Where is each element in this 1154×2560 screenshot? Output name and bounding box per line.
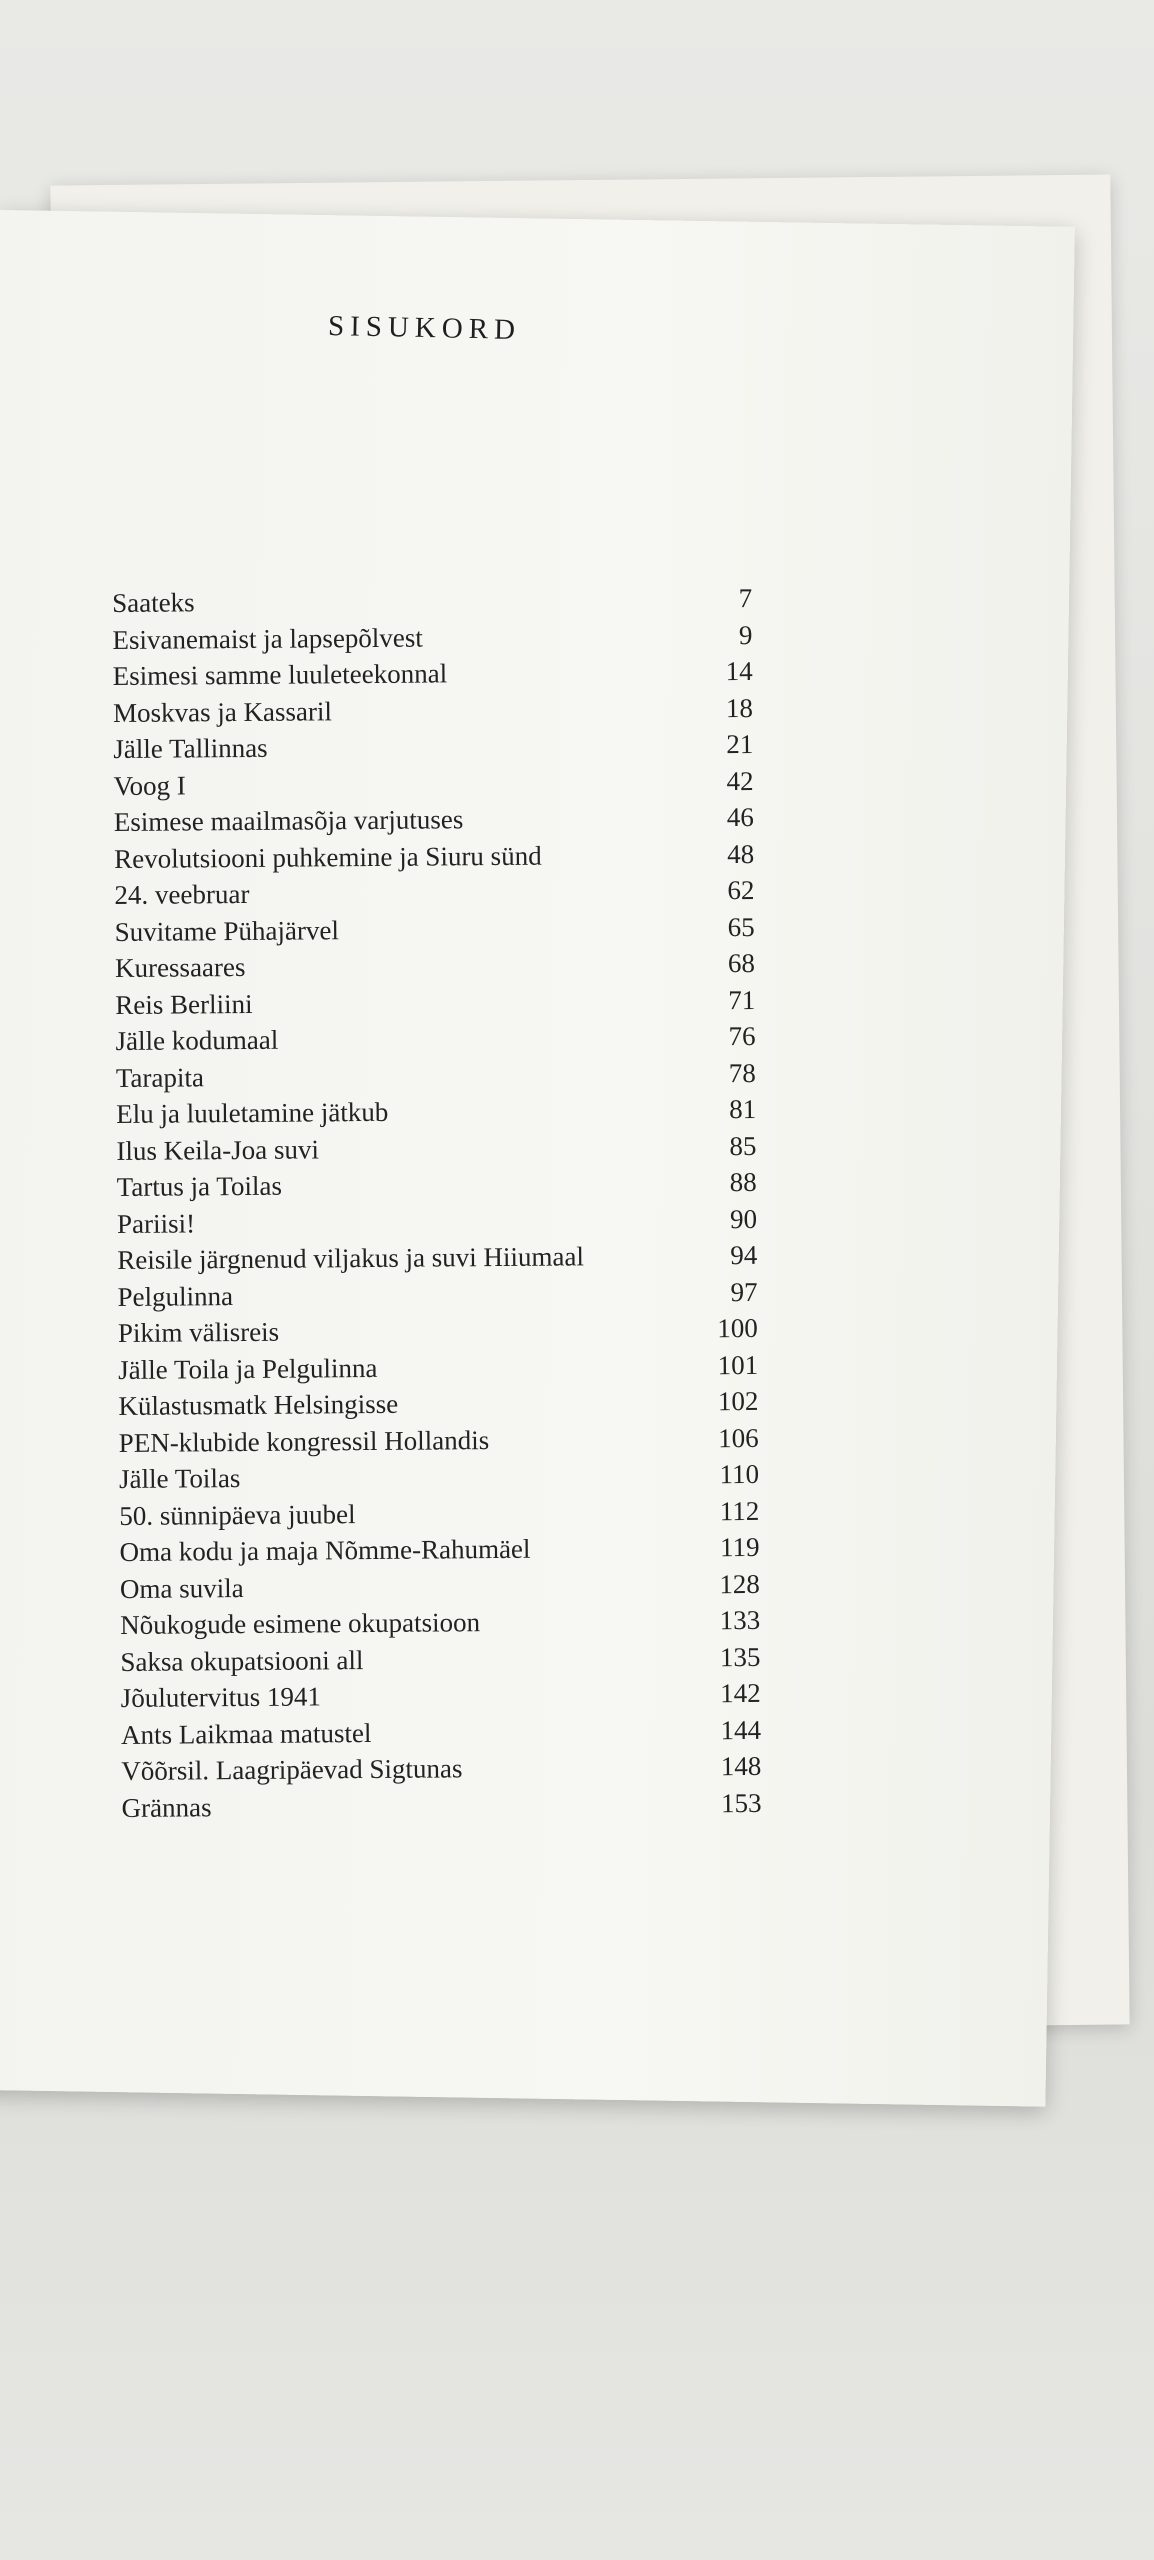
toc-entry-page-number: 110 [719,1458,760,1490]
toc-entry-page-number: 42 [726,765,754,796]
toc-entry-page-number: 135 [719,1641,761,1672]
toc-entry [115,981,755,1023]
toc-entry-title: Saateks [112,587,195,618]
toc-entry-title: Jälle kodumaal [115,1024,279,1056]
toc-entry [113,653,753,695]
toc-entry-page-number: 18 [725,692,754,723]
toc-entry-title: Jälle Toila ja Pelgulinna [118,1352,378,1385]
toc-entry-page-number: 46 [726,801,754,833]
toc-entry-page-number: 78 [728,1057,756,1088]
toc-entry-title: Pikim välisreis [117,1316,280,1348]
toc-entry-page-number: 9 [738,619,753,650]
toc-entry-title: Jälle Tallinnas [113,732,268,764]
toc-entry-title: Võõrsil. Laagripäevad Sigtunas [121,1753,463,1786]
toc-entry [115,908,755,950]
toc-entry [121,1711,761,1753]
toc-entry-page-number: 100 [717,1312,758,1344]
toc-entry-title: Tarapita [115,1061,205,1093]
toc-entry [121,1748,761,1790]
toc-entry-page-number: 88 [729,1166,757,1198]
toc-entry-page-number: 144 [720,1714,762,1745]
toc-entry [120,1565,760,1607]
toc-entry [114,872,754,914]
toc-entry-title: Ants Laikmaa matustel [120,1717,372,1750]
toc-entry-title: Ilus Keila-Joa suvi [116,1133,320,1166]
toc-entry [118,1310,758,1352]
toc-entry-title: Külastusmatk Helsingisse [118,1388,399,1421]
toc-entry [118,1346,758,1388]
toc-entry-page-number: 76 [728,1020,756,1052]
toc-entry-page-number: 65 [727,911,755,942]
toc-entry [116,1091,756,1133]
toc-entry-page-number: 81 [729,1093,757,1125]
toc-entry [116,1127,756,1169]
toc-entry [117,1273,757,1315]
toc-entry-page-number: 148 [720,1750,762,1782]
toc-entry-page-number: 68 [727,947,756,979]
toc-entry-title: 24. veebruar [114,878,250,910]
toc-entry-title: Jõulutervitus 1941 [120,1681,322,1713]
toc-entry-title: Saksa okupatsiooni all [120,1644,364,1677]
toc-entry [119,1456,759,1498]
toc-entry [120,1602,760,1644]
toc-entry-title: Oma kodu ja maja Nõmme-Rahumäel [119,1533,531,1567]
toc-entry [119,1492,759,1534]
toc-entry [113,762,753,804]
toc-entry-title: Suvitame Pühajärvel [114,914,340,947]
toc-entry-title: Moskvas ja Kassaril [112,695,333,728]
toc-entry-page-number: 119 [719,1531,760,1563]
toc-entry-page-number: 112 [719,1495,760,1526]
toc-entry [115,1018,755,1060]
toc-entry-page-number: 62 [727,874,755,906]
toc-entry-page-number: 142 [720,1677,761,1709]
toc-entry-title: Reisile järgnenud viljakus ja suvi Hiiumaal [117,1241,585,1275]
toc-entry [113,689,753,731]
toc-entry-title: Jälle Toilas [118,1463,241,1494]
toc-entry-title: 50. sünnipäeva juubel [119,1498,356,1531]
toc-entry [117,1164,757,1206]
toc-entry-title: Oma suvila [119,1572,244,1604]
toc-entry-page-number: 101 [717,1349,759,1380]
toc-entry-page-number: 21 [726,728,754,760]
toc-entry-page-number: 14 [725,655,753,687]
page-title: SISUKORD [327,309,522,347]
toc-entry [115,945,755,987]
toc-entry-page-number: 128 [719,1568,760,1599]
toc-entry-title: Reis Berliini [115,988,253,1020]
toc-entry-page-number: 106 [718,1422,759,1453]
toc-entry [112,580,752,622]
toc-entry [116,1054,756,1096]
toc-entry [117,1237,757,1279]
toc-entry-title: Pariisi! [116,1207,196,1239]
toc-entry [113,726,753,768]
toc-entry [121,1784,761,1826]
toc-entry-title: Nõukogude esimene okupatsioon [120,1607,481,1640]
toc-entry-page-number: 90 [729,1203,758,1234]
toc-entry-title: Esivanemaist ja lapsepõlvest [112,622,423,655]
toc-entry [114,799,754,841]
toc-entry-page-number: 71 [728,984,756,1015]
toc-entry [112,616,752,658]
toc-entry-page-number: 153 [720,1787,762,1818]
toc-entry-title: Revolutsiooni puhkemine ja Siuru sünd [114,840,542,874]
table-of-contents [112,580,762,1826]
toc-entry [121,1675,761,1717]
toc-entry-title: Tartus ja Toilas [116,1170,283,1202]
toc-entry-title: Pelgulinna [117,1280,234,1312]
toc-entry-page-number: 133 [719,1604,761,1636]
toc-entry [114,835,754,877]
toc-entry-title: Kuressaares [114,951,246,983]
toc-entry [119,1529,759,1571]
toc-entry [120,1638,760,1680]
toc-entry-page-number: 97 [730,1276,758,1307]
toc-entry-page-number: 7 [738,582,753,614]
toc-entry-title: PEN-klubide kongressil Hollandis [118,1424,490,1458]
toc-entry-page-number: 94 [730,1239,758,1271]
toc-entry-page-number: 85 [729,1130,757,1161]
toc-entry-title: Grännas [121,1791,212,1823]
toc-entry-title: Elu ja luuletamine jätkub [116,1096,389,1129]
toc-entry [119,1419,759,1461]
toc-entry [117,1200,757,1242]
toc-entry-title: Esimesi samme luuleteekonnal [112,658,448,691]
toc-entry-title: Esimese maailmasõja varjutuses [113,804,464,837]
toc-entry-page-number: 102 [717,1385,759,1417]
toc-entry-page-number: 48 [727,838,755,869]
toc-entry-title: Voog I [113,769,186,801]
toc-entry [118,1383,758,1425]
